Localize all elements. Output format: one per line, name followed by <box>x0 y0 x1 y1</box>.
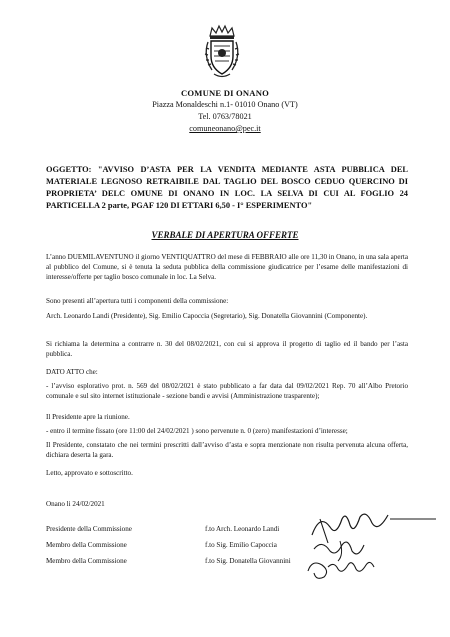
paragraph-deserta: Il Presidente, constatato che nei termini prescritti dall’avviso d’asta e sopra menzionate non risulta pervenuta alcuna offerta, dichiara deserta la gara. <box>46 441 408 459</box>
paragraph-dato-atto: DATO ATTO che: <box>46 368 98 376</box>
signatory-role: Membro della Commissione <box>46 541 127 549</box>
municipality-email-link[interactable]: comuneonano@pec.it <box>189 124 261 133</box>
paragraph-avviso: - l’avviso esplorativo prot. n. 569 del 08/02/2021 è stato pubblicato a far data dal 09/02/2021 Rep. 70 all’Albo Pretorio comunale e sul sito internet istituzionale - sezione bandi e avvisi (Amministrazione trasparente); <box>46 382 408 400</box>
verbale-title: VERBALE DI APERTURA OFFERTE <box>151 230 299 240</box>
paragraph-members: Arch. Leonardo Landi (Presidente), Sig. Emilio Capoccia (Segretario), Sig. Donatella Giovannini (Componente). <box>46 312 368 320</box>
paragraph-opening: L’anno DUEMILAVENTUNO il giorno VENTIQUATTRO del mese di FEBBRAIO alle ore 11,30 in Onano, in una sala aperta al pubblico del Comune, si è tenuta la seduta pubblica della commissione giudicatrice per l’esame delle manifestazioni di interesse/offerte per taglio bosco comunale in loc. La Selva. <box>46 253 408 281</box>
signatory-name: f.to Sig. Donatella Giovannini <box>205 557 291 565</box>
signatory-role: Presidente della Commissione <box>46 525 132 533</box>
municipality-phone: Tel. 0763/78021 <box>198 112 252 121</box>
paragraph-determina: Si richiama la determina a contrarre n. 30 del 08/02/2021, con cui si approva il progetto di taglio ed il bando per l’asta pubblica. <box>46 340 408 358</box>
handwritten-signatures-icon <box>300 505 440 585</box>
signatory-role: Membro della Commissione <box>46 557 127 565</box>
paragraph-riunione: Il Presidente apre la riunione. <box>46 413 130 421</box>
signatory-name: f.to Sig. Emilio Capoccia <box>205 541 277 549</box>
paragraph-present: Sono presenti all’apertura tutti i componenti della commissione: <box>46 297 229 305</box>
signatory-name: f.to Arch. Leonardo Landi <box>205 525 280 533</box>
paragraph-letto: Letto, approvato e sottoscritto. <box>46 469 133 477</box>
municipal-crest-icon <box>202 24 242 80</box>
municipality-title: COMUNE DI ONANO <box>181 88 269 98</box>
municipality-address: Piazza Monaldeschi n.1- 01010 Onano (VT) <box>152 100 298 109</box>
date-line: Onano li 24/02/2021 <box>46 500 105 508</box>
subject-heading: OGGETTO: "AVVISO D’ASTA PER LA VENDITA MEDIANTE ASTA PUBBLICA DEL MATERIALE LEGNOSO RETRAIBILE DAL TAGLIO DEL BOSCO CEDUO QUERCINO DI PROPRIETA’ DELC OMUNE DI ONANO IN LOC. LA SELVA DI CUI AL FOGLIO 24 PARTICELLA 2 parte, PGAF 120 DI ETTARI 6,50 - I° ESPERIMENTO" <box>46 165 408 210</box>
paragraph-termine: - entro il termine fissato (ore 11:00 del 24/02/2021 ) sono pervenute n. 0 (zero) manifestazioni d’interesse; <box>46 427 348 435</box>
